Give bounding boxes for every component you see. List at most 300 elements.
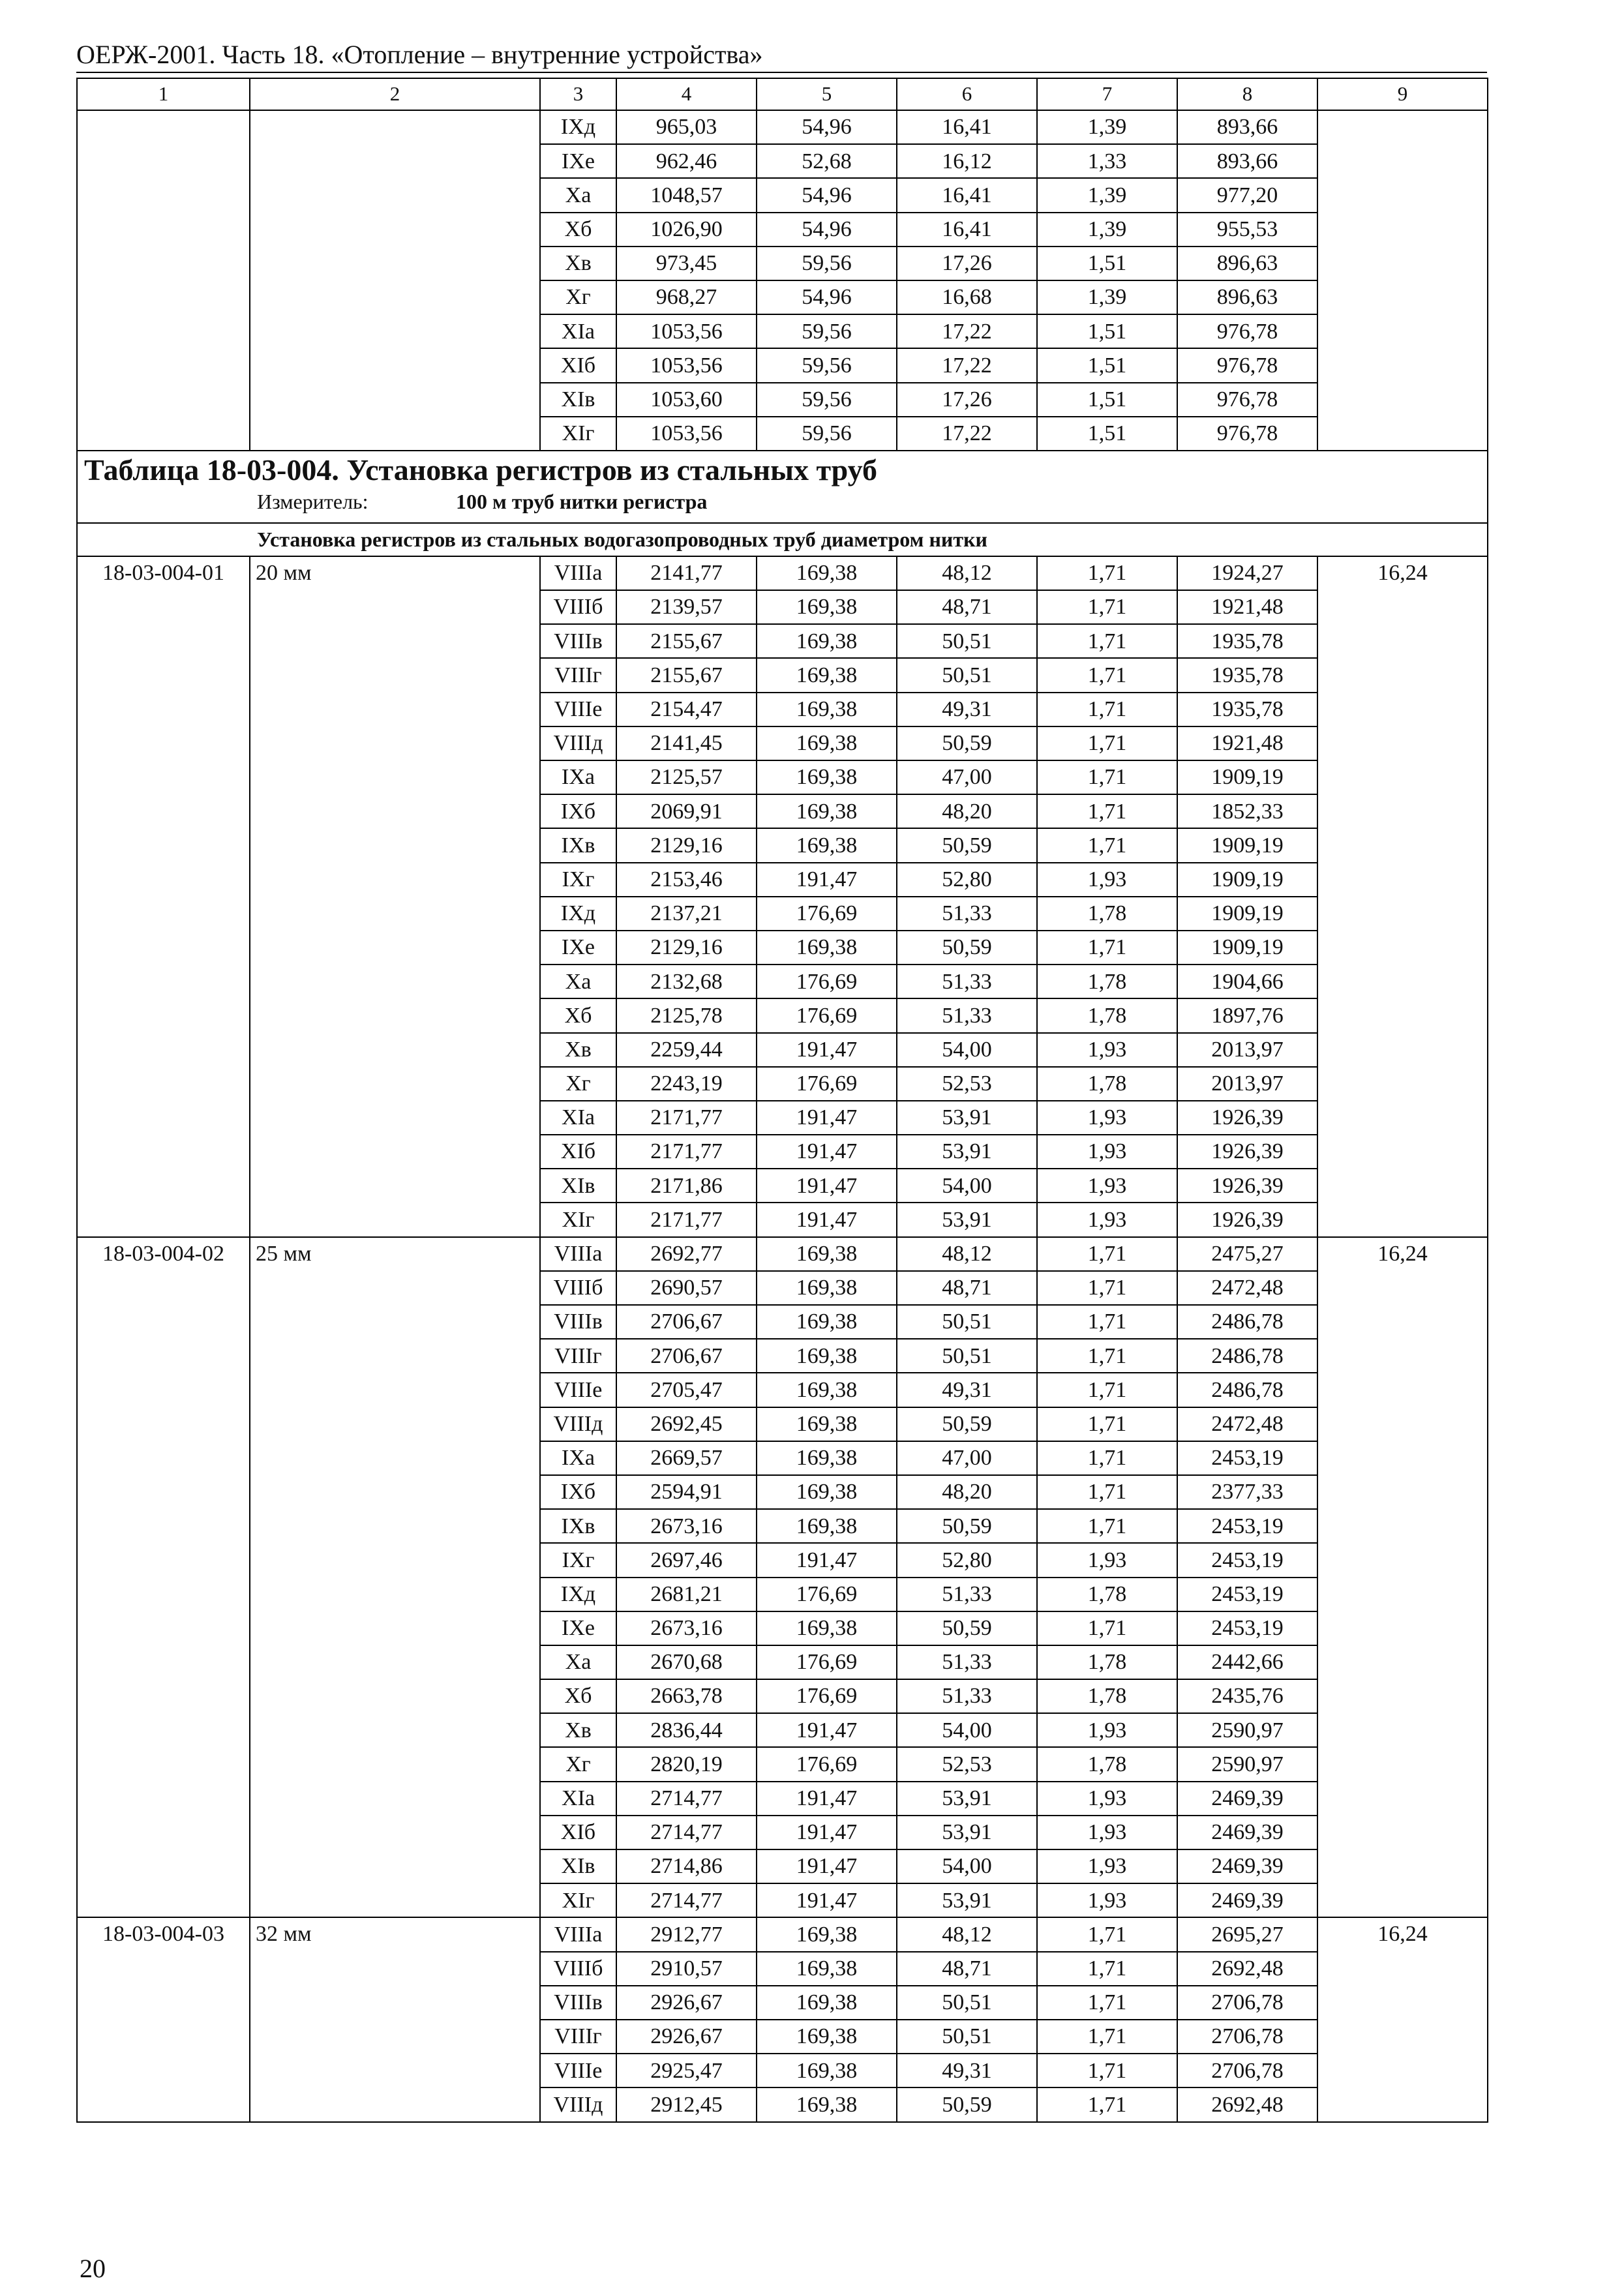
value-cell: 1909,19 (1177, 828, 1317, 862)
value-cell: 191,47 (757, 1169, 897, 1203)
resource-code-cell: XIв (540, 1849, 616, 1883)
value-cell: 53,91 (897, 1101, 1037, 1135)
col9-cell: 16,24 (1317, 1917, 1488, 2121)
page-number: 20 (80, 2254, 106, 2283)
resource-code-cell: IXд (540, 1578, 616, 1611)
value-cell: 2013,97 (1177, 1067, 1317, 1101)
value-cell: 2714,77 (616, 1883, 757, 1917)
value-cell: 2692,48 (1177, 1952, 1317, 1986)
column-number: 1 (77, 78, 250, 110)
value-cell: 2706,78 (1177, 2054, 1317, 2087)
value-cell: 1,78 (1037, 1067, 1177, 1101)
value-cell: 1,93 (1037, 863, 1177, 897)
value-cell: 1926,39 (1177, 1169, 1317, 1203)
value-cell: 968,27 (616, 280, 757, 314)
resource-code-cell: Xв (540, 247, 616, 280)
value-cell: 54,96 (757, 178, 897, 212)
code-cell (77, 110, 250, 451)
resource-code-cell: XIг (540, 1203, 616, 1236)
value-cell: 1,71 (1037, 931, 1177, 965)
resource-code-cell: IXг (540, 1543, 616, 1577)
resource-code-cell: VIIIд (540, 726, 616, 760)
value-cell: 2706,67 (616, 1339, 757, 1373)
measure-value: 100 м труб нитки регистра (456, 490, 708, 514)
table-title: Таблица 18-03-004. Установка регистров из стальных труб (84, 453, 878, 486)
value-cell: 169,38 (757, 1917, 897, 1951)
value-cell: 176,69 (757, 998, 897, 1032)
value-cell: 169,38 (757, 931, 897, 965)
resource-code-cell: XIв (540, 1169, 616, 1203)
value-cell: 48,12 (897, 1917, 1037, 1951)
value-cell: 1,71 (1037, 693, 1177, 726)
value-cell: 1909,19 (1177, 863, 1317, 897)
value-cell: 169,38 (757, 1611, 897, 1645)
value-cell: 2171,77 (616, 1203, 757, 1236)
value-cell: 1,51 (1037, 348, 1177, 382)
value-cell: 1935,78 (1177, 658, 1317, 692)
value-cell: 1921,48 (1177, 590, 1317, 624)
resource-code-cell: Xв (540, 1713, 616, 1747)
value-cell: 48,71 (897, 1271, 1037, 1305)
resource-code-cell: VIIIб (540, 1952, 616, 1986)
value-cell: 1,93 (1037, 1101, 1177, 1135)
page-header: ОЕРЖ-2001. Часть 18. «Отопление – внутренние устройства» (76, 40, 763, 69)
value-cell: 1,71 (1037, 1339, 1177, 1373)
value-cell: 17,22 (897, 314, 1037, 348)
value-cell: 48,71 (897, 590, 1037, 624)
value-cell: 191,47 (757, 1849, 897, 1883)
measure-label: Измеритель: (257, 490, 368, 514)
value-cell: 1,71 (1037, 590, 1177, 624)
value-cell: 191,47 (757, 1713, 897, 1747)
table-subtitle: Установка регистров из стальных водогазопроводных труб диаметром нитки (77, 523, 1488, 556)
value-cell: 1,71 (1037, 1952, 1177, 1986)
resource-code-cell: Xа (540, 178, 616, 212)
value-cell: 50,51 (897, 1339, 1037, 1373)
value-cell: 54,96 (757, 213, 897, 247)
value-cell: 2663,78 (616, 1679, 757, 1713)
value-cell: 47,00 (897, 1441, 1037, 1475)
value-cell: 1053,56 (616, 314, 757, 348)
price-table-body (77, 78, 1488, 2122)
value-cell: 59,56 (757, 247, 897, 280)
value-cell: 2706,67 (616, 1305, 757, 1339)
value-cell: 59,56 (757, 314, 897, 348)
resource-code-cell: XIг (540, 1883, 616, 1917)
resource-code-cell: IXд (540, 897, 616, 931)
value-cell: 2706,78 (1177, 2020, 1317, 2054)
resource-code-cell: XIа (540, 314, 616, 348)
value-cell: 50,51 (897, 1986, 1037, 2020)
resource-code-cell: Xб (540, 998, 616, 1032)
value-cell: 2695,27 (1177, 1917, 1317, 1951)
value-cell: 17,22 (897, 348, 1037, 382)
value-cell: 2926,67 (616, 2020, 757, 2054)
value-cell: 1,93 (1037, 1033, 1177, 1067)
value-cell: 2697,46 (616, 1543, 757, 1577)
value-cell: 2125,57 (616, 760, 757, 794)
value-cell: 169,38 (757, 590, 897, 624)
value-cell: 962,46 (616, 144, 757, 178)
value-cell: 2155,67 (616, 658, 757, 692)
price-table-container (76, 78, 1487, 2123)
table-row (77, 1237, 1488, 1271)
value-cell: 2714,77 (616, 1816, 757, 1849)
value-cell: 1,71 (1037, 556, 1177, 590)
value-cell: 54,00 (897, 1169, 1037, 1203)
resource-code-cell: VIIIа (540, 1917, 616, 1951)
resource-code-cell: XIв (540, 383, 616, 417)
value-cell: 169,38 (757, 658, 897, 692)
value-cell: 59,56 (757, 417, 897, 451)
value-cell: 49,31 (897, 2054, 1037, 2087)
value-cell: 169,38 (757, 1237, 897, 1271)
value-cell: 2155,67 (616, 624, 757, 658)
value-cell: 2714,77 (616, 1782, 757, 1816)
value-cell: 2926,67 (616, 1986, 757, 2020)
value-cell: 49,31 (897, 693, 1037, 726)
value-cell: 1,39 (1037, 280, 1177, 314)
resource-code-cell: VIIIб (540, 1271, 616, 1305)
value-cell: 176,69 (757, 1578, 897, 1611)
value-cell: 1935,78 (1177, 693, 1317, 726)
value-cell: 50,51 (897, 624, 1037, 658)
value-cell: 176,69 (757, 1067, 897, 1101)
header-rule (76, 72, 1487, 73)
value-cell: 1,51 (1037, 247, 1177, 280)
value-cell: 48,12 (897, 1237, 1037, 1271)
value-cell: 17,26 (897, 247, 1037, 280)
value-cell: 50,59 (897, 828, 1037, 862)
value-cell: 2171,86 (616, 1169, 757, 1203)
resource-code-cell: Xб (540, 213, 616, 247)
column-number: 3 (540, 78, 616, 110)
value-cell: 1,71 (1037, 624, 1177, 658)
value-cell: 169,38 (757, 1305, 897, 1339)
value-cell: 54,96 (757, 280, 897, 314)
value-cell: 1,39 (1037, 178, 1177, 212)
value-cell: 169,38 (757, 726, 897, 760)
value-cell: 59,56 (757, 348, 897, 382)
resource-code-cell: VIIIг (540, 658, 616, 692)
resource-code-cell: IXа (540, 760, 616, 794)
value-cell: 176,69 (757, 1747, 897, 1781)
value-cell: 53,91 (897, 1883, 1037, 1917)
value-cell: 2714,86 (616, 1849, 757, 1883)
value-cell: 2141,45 (616, 726, 757, 760)
name-cell: 25 мм (250, 1237, 540, 1918)
name-cell: 20 мм (250, 556, 540, 1237)
value-cell: 1,71 (1037, 726, 1177, 760)
value-cell: 1909,19 (1177, 760, 1317, 794)
value-cell: 169,38 (757, 1373, 897, 1407)
resource-code-cell: Xа (540, 1645, 616, 1679)
value-cell: 50,51 (897, 2020, 1037, 2054)
value-cell: 1,71 (1037, 828, 1177, 862)
value-cell: 1,78 (1037, 965, 1177, 998)
resource-code-cell: VIIIе (540, 693, 616, 726)
value-cell: 2590,97 (1177, 1747, 1317, 1781)
value-cell: 1,93 (1037, 1849, 1177, 1883)
value-cell: 169,38 (757, 1952, 897, 1986)
value-cell: 1,71 (1037, 1305, 1177, 1339)
value-cell: 1,78 (1037, 998, 1177, 1032)
value-cell: 1,93 (1037, 1203, 1177, 1236)
table-row (77, 556, 1488, 590)
value-cell: 1,71 (1037, 1917, 1177, 1951)
value-cell: 976,78 (1177, 383, 1317, 417)
column-number: 4 (616, 78, 757, 110)
value-cell: 2153,46 (616, 863, 757, 897)
value-cell: 16,68 (897, 280, 1037, 314)
value-cell: 54,00 (897, 1849, 1037, 1883)
value-cell: 2705,47 (616, 1373, 757, 1407)
value-cell: 1,93 (1037, 1543, 1177, 1577)
value-cell: 169,38 (757, 1271, 897, 1305)
value-cell: 53,91 (897, 1203, 1037, 1236)
resource-code-cell: VIIIг (540, 2020, 616, 2054)
value-cell: 1,71 (1037, 1509, 1177, 1543)
resource-code-cell: VIIIв (540, 624, 616, 658)
value-cell: 2706,78 (1177, 1986, 1317, 2020)
resource-code-cell: Xг (540, 1747, 616, 1781)
value-cell: 1,93 (1037, 1883, 1177, 1917)
value-cell: 1,51 (1037, 417, 1177, 451)
value-cell: 169,38 (757, 1407, 897, 1441)
value-cell: 48,20 (897, 794, 1037, 828)
value-cell: 2139,57 (616, 590, 757, 624)
resource-code-cell: Xг (540, 1067, 616, 1101)
resource-code-cell: XIа (540, 1782, 616, 1816)
value-cell: 955,53 (1177, 213, 1317, 247)
value-cell: 2912,77 (616, 1917, 757, 1951)
table-row (77, 1917, 1488, 1951)
value-cell: 2469,39 (1177, 1782, 1317, 1816)
column-number: 5 (757, 78, 897, 110)
value-cell: 1,71 (1037, 1475, 1177, 1509)
value-cell: 48,71 (897, 1952, 1037, 1986)
value-cell: 176,69 (757, 1645, 897, 1679)
value-cell: 2692,45 (616, 1407, 757, 1441)
name-cell: 32 мм (250, 1917, 540, 2121)
value-cell: 1,71 (1037, 2020, 1177, 2054)
column-number: 7 (1037, 78, 1177, 110)
value-cell: 2013,97 (1177, 1033, 1317, 1067)
value-cell: 16,41 (897, 178, 1037, 212)
value-cell: 2669,57 (616, 1441, 757, 1475)
resource-code-cell: VIIIа (540, 556, 616, 590)
resource-code-cell: IXв (540, 1509, 616, 1543)
value-cell: 1048,57 (616, 178, 757, 212)
value-cell: 191,47 (757, 1782, 897, 1816)
resource-code-cell: IXд (540, 110, 616, 144)
value-cell: 49,31 (897, 1373, 1037, 1407)
value-cell: 1,39 (1037, 110, 1177, 144)
value-cell: 2670,68 (616, 1645, 757, 1679)
value-cell: 59,56 (757, 383, 897, 417)
resource-code-cell: Xб (540, 1679, 616, 1713)
value-cell: 191,47 (757, 1816, 897, 1849)
resource-code-cell: IXб (540, 794, 616, 828)
value-cell: 17,26 (897, 383, 1037, 417)
resource-code-cell: Xг (540, 280, 616, 314)
name-cell (250, 110, 540, 451)
value-cell: 2442,66 (1177, 1645, 1317, 1679)
value-cell: 1,71 (1037, 1237, 1177, 1271)
code-cell: 18-03-004-02 (77, 1237, 250, 1918)
value-cell: 52,80 (897, 1543, 1037, 1577)
value-cell: 1926,39 (1177, 1135, 1317, 1169)
value-cell: 977,20 (1177, 178, 1317, 212)
value-cell: 2673,16 (616, 1509, 757, 1543)
value-cell: 52,53 (897, 1067, 1037, 1101)
value-cell: 50,51 (897, 1305, 1037, 1339)
value-cell: 1926,39 (1177, 1203, 1317, 1236)
resource-code-cell: VIIIе (540, 1373, 616, 1407)
value-cell: 1,71 (1037, 2087, 1177, 2121)
resource-code-cell: XIб (540, 1135, 616, 1169)
value-cell: 1909,19 (1177, 931, 1317, 965)
resource-code-cell: IXе (540, 931, 616, 965)
resource-code-cell: IXа (540, 1441, 616, 1475)
value-cell: 169,38 (757, 1475, 897, 1509)
value-cell: 176,69 (757, 1679, 897, 1713)
value-cell: 51,33 (897, 1578, 1037, 1611)
value-cell: 2453,19 (1177, 1543, 1317, 1577)
value-cell: 893,66 (1177, 110, 1317, 144)
value-cell: 965,03 (616, 110, 757, 144)
value-cell: 976,78 (1177, 314, 1317, 348)
value-cell: 2486,78 (1177, 1373, 1317, 1407)
value-cell: 169,38 (757, 760, 897, 794)
value-cell: 51,33 (897, 965, 1037, 998)
value-cell: 1924,27 (1177, 556, 1317, 590)
value-cell: 54,96 (757, 110, 897, 144)
price-table (76, 78, 1488, 2123)
value-cell: 53,91 (897, 1782, 1037, 1816)
value-cell: 48,12 (897, 556, 1037, 590)
col9-cell (1317, 110, 1488, 451)
resource-code-cell: VIIIг (540, 1339, 616, 1373)
value-cell: 1,71 (1037, 2054, 1177, 2087)
value-cell: 52,68 (757, 144, 897, 178)
value-cell: 2673,16 (616, 1611, 757, 1645)
resource-code-cell: VIIIд (540, 2087, 616, 2121)
value-cell: 1904,66 (1177, 965, 1317, 998)
value-cell: 50,59 (897, 2087, 1037, 2121)
value-cell: 47,00 (897, 760, 1037, 794)
value-cell: 2453,19 (1177, 1611, 1317, 1645)
value-cell: 50,59 (897, 931, 1037, 965)
value-cell: 2692,48 (1177, 2087, 1317, 2121)
value-cell: 1,33 (1037, 144, 1177, 178)
value-cell: 973,45 (616, 247, 757, 280)
resource-code-cell: VIIIб (540, 590, 616, 624)
value-cell: 16,41 (897, 110, 1037, 144)
value-cell: 1,78 (1037, 897, 1177, 931)
value-cell: 896,63 (1177, 247, 1317, 280)
value-cell: 191,47 (757, 1883, 897, 1917)
value-cell: 1053,60 (616, 383, 757, 417)
value-cell: 191,47 (757, 1135, 897, 1169)
resource-code-cell: XIа (540, 1101, 616, 1135)
value-cell: 896,63 (1177, 280, 1317, 314)
table-row (77, 110, 1488, 144)
value-cell: 16,12 (897, 144, 1037, 178)
value-cell: 191,47 (757, 1203, 897, 1236)
value-cell: 176,69 (757, 965, 897, 998)
value-cell: 1,39 (1037, 213, 1177, 247)
code-cell: 18-03-004-01 (77, 556, 250, 1237)
value-cell: 1,71 (1037, 1407, 1177, 1441)
value-cell: 169,38 (757, 1441, 897, 1475)
value-cell: 169,38 (757, 794, 897, 828)
value-cell: 2154,47 (616, 693, 757, 726)
resource-code-cell: IXг (540, 863, 616, 897)
value-cell: 51,33 (897, 1645, 1037, 1679)
resource-code-cell: VIIIв (540, 1986, 616, 2020)
resource-code-cell: IXв (540, 828, 616, 862)
value-cell: 1,93 (1037, 1135, 1177, 1169)
value-cell: 1921,48 (1177, 726, 1317, 760)
value-cell: 2472,48 (1177, 1407, 1317, 1441)
value-cell: 176,69 (757, 897, 897, 931)
value-cell: 976,78 (1177, 348, 1317, 382)
value-cell: 169,38 (757, 828, 897, 862)
value-cell: 191,47 (757, 863, 897, 897)
value-cell: 17,22 (897, 417, 1037, 451)
value-cell: 1,71 (1037, 1441, 1177, 1475)
value-cell: 1026,90 (616, 213, 757, 247)
value-cell: 2486,78 (1177, 1339, 1317, 1373)
value-cell: 1053,56 (616, 417, 757, 451)
value-cell: 2820,19 (616, 1747, 757, 1781)
value-cell: 1935,78 (1177, 624, 1317, 658)
value-cell: 2132,68 (616, 965, 757, 998)
value-cell: 1,78 (1037, 1747, 1177, 1781)
value-cell: 1,71 (1037, 1271, 1177, 1305)
value-cell: 2690,57 (616, 1271, 757, 1305)
col9-cell: 16,24 (1317, 556, 1488, 1237)
value-cell: 169,38 (757, 624, 897, 658)
table-subtitle-row (77, 523, 1488, 556)
value-cell: 1053,56 (616, 348, 757, 382)
value-cell: 2692,77 (616, 1237, 757, 1271)
value-cell: 191,47 (757, 1101, 897, 1135)
value-cell: 51,33 (897, 998, 1037, 1032)
value-cell: 191,47 (757, 1033, 897, 1067)
value-cell: 169,38 (757, 1339, 897, 1373)
resource-code-cell: Xа (540, 965, 616, 998)
value-cell: 2259,44 (616, 1033, 757, 1067)
value-cell: 54,00 (897, 1713, 1037, 1747)
value-cell: 2141,77 (616, 556, 757, 590)
code-cell: 18-03-004-03 (77, 1917, 250, 2121)
value-cell: 2453,19 (1177, 1578, 1317, 1611)
value-cell: 2129,16 (616, 828, 757, 862)
table-title-cell (77, 451, 1488, 523)
value-cell: 2453,19 (1177, 1441, 1317, 1475)
value-cell: 2453,19 (1177, 1509, 1317, 1543)
value-cell: 2129,16 (616, 931, 757, 965)
column-number: 9 (1317, 78, 1488, 110)
column-number: 8 (1177, 78, 1317, 110)
resource-code-cell: XIб (540, 1816, 616, 1849)
value-cell: 1852,33 (1177, 794, 1317, 828)
value-cell: 2475,27 (1177, 1237, 1317, 1271)
value-cell: 51,33 (897, 897, 1037, 931)
resource-code-cell: IXб (540, 1475, 616, 1509)
